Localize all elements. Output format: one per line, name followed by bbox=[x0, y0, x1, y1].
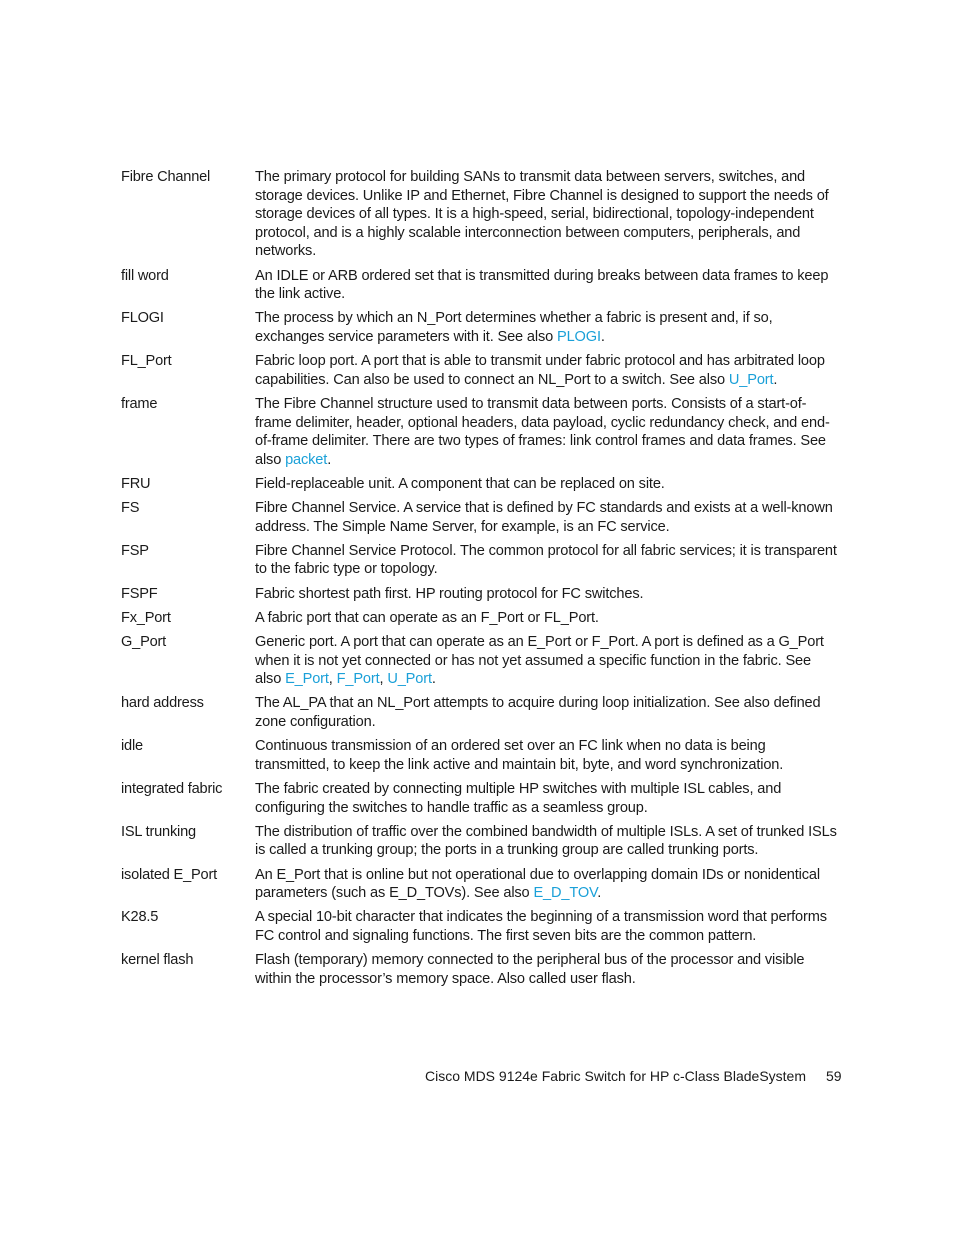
glossary-definition bbox=[255, 542, 841, 579]
cross-reference-link[interactable]: PLOGI bbox=[557, 328, 601, 345]
definition-text: Generic port. A port that can operate as an E_Port or F_Port. A port is defined as a G_Port when it is not yet connected or has not yet assumed a specific function in the fabric. See also bbox=[255, 634, 824, 688]
cross-reference-link[interactable]: E_Port bbox=[285, 671, 329, 688]
glossary-definition bbox=[255, 908, 841, 945]
glossary-entry bbox=[121, 609, 841, 628]
glossary-entry bbox=[121, 267, 841, 304]
glossary-term: hard address bbox=[121, 695, 204, 712]
definition-text: The fabric created by connecting multiple HP switches with multiple ISL cables, and configuring the switches to handle traffic as a seamless group. bbox=[255, 780, 782, 816]
footer-document-title: Cisco MDS 9124e Fabric Switch for HP c-Class BladeSystem bbox=[425, 1068, 806, 1084]
glossary-definition bbox=[255, 168, 841, 261]
glossary-definition bbox=[255, 267, 841, 304]
glossary-entry bbox=[121, 352, 841, 389]
definition-text: . bbox=[327, 451, 332, 468]
cross-reference-link[interactable]: E_D_TOV bbox=[533, 885, 598, 902]
definition-text: The Fibre Channel structure used to transmit data between ports. Consists of a start-of-frame delimiter, header, optional headers, data payload, cyclic redundancy check, and end-of-frame delimiter. There are two types of frames: link control frames and data frames. See also bbox=[255, 395, 830, 468]
glossary-term: FRU bbox=[121, 475, 151, 492]
definition-text: Flash (temporary) memory connected to the peripheral bus of the processor and visible within the processor’s memory space. Also called user flash. bbox=[255, 952, 805, 987]
glossary-term: isolated E_Port bbox=[121, 866, 217, 883]
cross-reference-link[interactable]: U_Port bbox=[387, 671, 432, 688]
glossary-definition bbox=[255, 633, 841, 689]
glossary-term: FLOGI bbox=[121, 310, 164, 327]
page-number: 59 bbox=[826, 1068, 842, 1084]
definition-text: The AL_PA that an NL_Port attempts to acquire during loop initialization. See also defined zone configuration. bbox=[255, 695, 821, 730]
definition-text: . bbox=[773, 371, 778, 388]
definition-text: An E_Port that is online but not operational due to overlapping domain IDs or nonidentical parameters (such as E_D_TOVs). See also bbox=[255, 866, 820, 902]
glossary-term: idle bbox=[121, 738, 143, 755]
glossary-definition bbox=[255, 780, 841, 817]
glossary-definition bbox=[255, 309, 841, 346]
glossary-entry bbox=[121, 585, 841, 604]
glossary-term: fill word bbox=[121, 267, 169, 284]
glossary-term: FSPF bbox=[121, 585, 158, 602]
glossary-definition bbox=[255, 585, 841, 604]
glossary-definition bbox=[255, 694, 841, 731]
glossary-term: ISL trunking bbox=[121, 823, 196, 840]
glossary-term: FS bbox=[121, 500, 140, 517]
glossary-entry bbox=[121, 395, 841, 469]
glossary-entry bbox=[121, 737, 841, 774]
glossary-entry bbox=[121, 908, 841, 945]
glossary-definition bbox=[255, 951, 841, 988]
glossary-definition bbox=[255, 352, 841, 389]
glossary-entry bbox=[121, 542, 841, 579]
glossary-definition bbox=[255, 499, 841, 536]
glossary-entry bbox=[121, 309, 841, 346]
definition-text: A fabric port that can operate as an F_Port or FL_Port. bbox=[255, 609, 599, 626]
glossary-definition bbox=[255, 823, 841, 860]
glossary-term: Fibre Channel bbox=[121, 169, 211, 185]
definition-text: A special 10-bit character that indicates the beginning of a transmission word that performs FC control and signaling functions. The first seven bits are the common pattern. bbox=[255, 909, 827, 944]
cross-reference-link[interactable]: packet bbox=[285, 451, 328, 468]
definition-text: Fibre Channel Service Protocol. The common protocol for all fabric services; it is transparent to the fabric type or topology. bbox=[255, 542, 837, 578]
glossary-entry bbox=[121, 499, 841, 536]
glossary-term: integrated fabric bbox=[121, 780, 223, 797]
glossary-term: FL_Port bbox=[121, 353, 172, 370]
cross-reference-link[interactable]: F_Port bbox=[336, 671, 380, 688]
glossary-entry bbox=[121, 823, 841, 860]
definition-text: Fabric shortest path first. HP routing protocol for FC switches. bbox=[255, 585, 644, 602]
glossary-list bbox=[121, 168, 841, 994]
definition-text: , bbox=[328, 671, 337, 688]
definition-text: Continuous transmission of an ordered set over an FC link when no data is being transmitted, to keep the link active and maintain bit, byte, and word synchronization. bbox=[255, 738, 784, 773]
definition-text: An IDLE or ARB ordered set that is transmitted during breaks between data frames to keep the link active. bbox=[255, 267, 829, 303]
glossary-term: Fx_Port bbox=[121, 609, 171, 626]
glossary-entry bbox=[121, 780, 841, 817]
glossary-definition bbox=[255, 609, 841, 628]
definition-text: , bbox=[379, 671, 388, 688]
glossary-entry bbox=[121, 951, 841, 988]
definition-text: The distribution of traffic over the combined bandwidth of multiple ISLs. A set of trunked ISLs is called a trunking group; the ports in a trunking group are called trunking ports. bbox=[255, 823, 837, 859]
definition-text: The primary protocol for building SANs to transmit data between servers, switches, and storage devices. Unlike IP and Ethernet, Fibre Channel is designed to support the needs of storage devices of all types. It is a high-speed, serial, bidirectional, topology-independent protocol, and is a highly scalable interconnection between computers, peripherals, and networks. bbox=[255, 169, 829, 260]
glossary-definition bbox=[255, 475, 841, 494]
glossary-term: K28.5 bbox=[121, 909, 159, 926]
glossary-term: G_Port bbox=[121, 634, 167, 650]
glossary-term: FSP bbox=[121, 542, 149, 559]
definition-text: Fibre Channel Service. A service that is defined by FC standards and exists at a well-known address. The Simple Name Server, for example, is an FC service. bbox=[255, 500, 833, 535]
definition-text: The process by which an N_Port determines whether a fabric is present and, if so, exchanges service parameters with it. See also bbox=[255, 310, 773, 345]
glossary-definition bbox=[255, 866, 841, 903]
glossary-entry bbox=[121, 633, 841, 689]
glossary-definition bbox=[255, 737, 841, 774]
definition-text: . bbox=[431, 671, 436, 688]
glossary-entry bbox=[121, 694, 841, 731]
glossary-term: frame bbox=[121, 395, 158, 412]
cross-reference-link[interactable]: U_Port bbox=[728, 371, 774, 388]
definition-text: . bbox=[597, 885, 602, 902]
glossary-entry bbox=[121, 866, 841, 903]
glossary-entry bbox=[121, 168, 841, 261]
definition-text: Field-replaceable unit. A component that can be replaced on site. bbox=[255, 475, 665, 492]
glossary-term: kernel flash bbox=[121, 952, 194, 969]
definition-text: Fabric loop port. A port that is able to transmit under fabric protocol and has arbitrated loop capabilities. Can also be used to connect an NL_Port to a switch. See also bbox=[255, 353, 825, 388]
glossary-entry bbox=[121, 475, 841, 494]
definition-text: . bbox=[600, 328, 605, 345]
glossary-definition bbox=[255, 395, 841, 469]
